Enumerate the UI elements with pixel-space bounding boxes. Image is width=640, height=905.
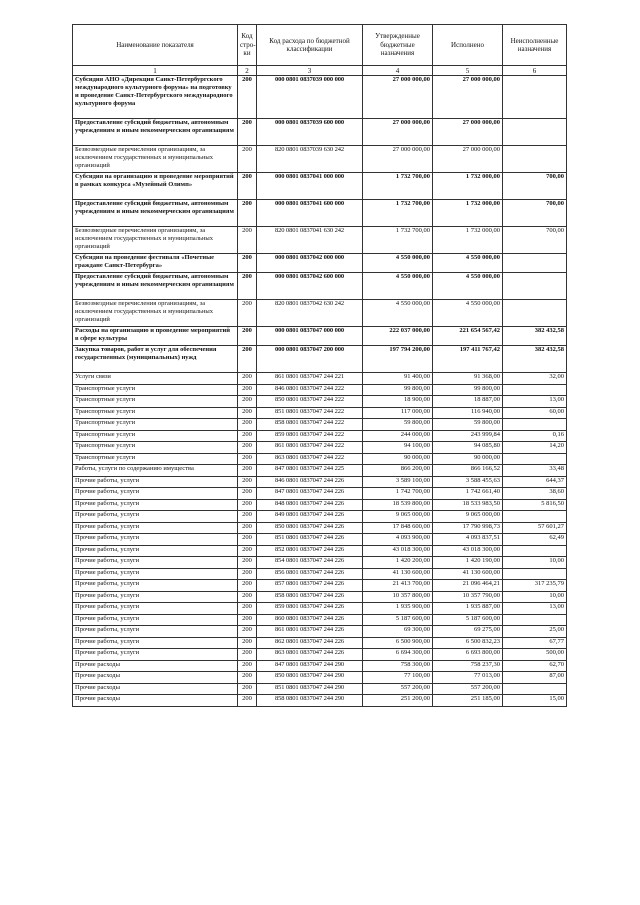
row-executed: 6 693 800,00 (433, 649, 503, 661)
column-number: 3 (257, 66, 363, 76)
row-executed: 91 368,00 (433, 373, 503, 385)
row-name: Безвозмездные перечисления организациям, за исключением государственных и муниципальных организаций (73, 146, 238, 173)
row-budget-code: 000 0801 0837047 000 000 (257, 327, 363, 346)
row-approved: 244 000,00 (363, 430, 433, 442)
row-unexecuted: 10,00 (503, 591, 567, 603)
table-row (73, 499, 567, 511)
row-budget-code: 850 0801 0837047 244 290 (257, 672, 363, 684)
row-unexecuted (503, 614, 567, 626)
row-code: 200 (238, 637, 257, 649)
table-row (73, 603, 567, 615)
column-number: 4 (363, 66, 433, 76)
row-code: 200 (238, 649, 257, 661)
row-approved: 6 694 300,00 (363, 649, 433, 661)
table-row (73, 300, 567, 327)
row-executed: 18 533 983,50 (433, 499, 503, 511)
table-row (73, 227, 567, 254)
row-executed: 557 200,00 (433, 683, 503, 695)
row-executed: 243 999,84 (433, 430, 503, 442)
row-name: Прочие работы, услуги (73, 637, 238, 649)
table-row (73, 649, 567, 661)
row-name: Прочие работы, услуги (73, 476, 238, 488)
table-row (73, 430, 567, 442)
row-approved: 91 400,00 (363, 373, 433, 385)
row-budget-code: 863 0801 0837047 244 226 (257, 649, 363, 661)
row-name: Прочие работы, услуги (73, 603, 238, 615)
row-executed: 866 166,52 (433, 465, 503, 477)
row-name: Субсидия АНО «Дирекция Санкт-Петербургского международного культурного форума» на подготовку и проведение Санкт-Петербургского международного культурного форума (73, 76, 238, 119)
row-name: Прочие расходы (73, 683, 238, 695)
row-name: Закупка товаров, работ и услуг для обеспечения государственных (муниципальных) нужд (73, 346, 238, 373)
row-name: Предоставление субсидий бюджетным, автономным учреждениям и иным некоммерческим организациям (73, 273, 238, 300)
row-unexecuted (503, 683, 567, 695)
row-budget-code: 857 0801 0837047 244 226 (257, 580, 363, 592)
table-row (73, 465, 567, 477)
row-budget-code: 859 0801 0837047 244 222 (257, 430, 363, 442)
header-row-code: Код стро-ки (238, 25, 257, 66)
row-approved: 9 065 000,00 (363, 511, 433, 523)
table-row (73, 254, 567, 273)
row-unexecuted (503, 254, 567, 273)
row-budget-code: 862 0801 0837047 244 226 (257, 637, 363, 649)
budget-execution-report (72, 24, 566, 707)
row-executed: 77 013,00 (433, 672, 503, 684)
row-code: 200 (238, 511, 257, 523)
row-unexecuted: 60,00 (503, 407, 567, 419)
table-row (73, 637, 567, 649)
row-code: 200 (238, 76, 257, 119)
row-executed: 4 550 000,00 (433, 254, 503, 273)
row-unexecuted: 382 432,58 (503, 346, 567, 373)
row-budget-code: 856 0801 0837047 244 226 (257, 568, 363, 580)
row-budget-code: 858 0801 0837047 244 226 (257, 591, 363, 603)
row-code: 200 (238, 453, 257, 465)
row-budget-code: 000 0801 0837041 000 000 (257, 173, 363, 200)
row-budget-code: 861 0801 0837047 244 226 (257, 626, 363, 638)
table-row (73, 384, 567, 396)
row-code: 200 (238, 327, 257, 346)
row-name: Прочие работы, услуги (73, 580, 238, 592)
row-unexecuted: 87,00 (503, 672, 567, 684)
column-number: 2 (238, 66, 257, 76)
row-budget-code: 848 0801 0837047 244 226 (257, 499, 363, 511)
table-row (73, 119, 567, 146)
row-code: 200 (238, 419, 257, 431)
row-budget-code: 846 0801 0837047 244 222 (257, 384, 363, 396)
row-approved: 43 018 300,00 (363, 545, 433, 557)
table-row (73, 442, 567, 454)
row-code: 200 (238, 254, 257, 273)
column-number: 6 (503, 66, 567, 76)
row-executed: 99 800,00 (433, 384, 503, 396)
row-executed: 17 790 998,73 (433, 522, 503, 534)
row-approved: 5 187 600,00 (363, 614, 433, 626)
row-unexecuted: 382 432,58 (503, 327, 567, 346)
row-unexecuted: 700,00 (503, 173, 567, 200)
row-code: 200 (238, 626, 257, 638)
row-executed: 116 940,00 (433, 407, 503, 419)
row-unexecuted: 13,00 (503, 603, 567, 615)
table-row (73, 488, 567, 500)
row-approved: 69 300,00 (363, 626, 433, 638)
row-code: 200 (238, 614, 257, 626)
row-executed: 27 000 000,00 (433, 146, 503, 173)
row-approved: 27 000 000,00 (363, 119, 433, 146)
row-budget-code: 850 0801 0837047 244 222 (257, 396, 363, 408)
header-row (73, 25, 567, 66)
row-approved: 59 800,00 (363, 419, 433, 431)
row-name: Прочие работы, услуги (73, 557, 238, 569)
table-row (73, 614, 567, 626)
row-code: 200 (238, 522, 257, 534)
row-approved: 1 420 200,00 (363, 557, 433, 569)
row-budget-code: 851 0801 0837047 244 226 (257, 534, 363, 546)
row-approved: 6 500 900,00 (363, 637, 433, 649)
row-code: 200 (238, 488, 257, 500)
row-name: Прочие расходы (73, 672, 238, 684)
row-name: Прочие работы, услуги (73, 614, 238, 626)
row-unexecuted: 5 816,50 (503, 499, 567, 511)
row-name: Прочие расходы (73, 660, 238, 672)
row-unexecuted (503, 384, 567, 396)
row-approved: 4 093 900,00 (363, 534, 433, 546)
row-name: Прочие работы, услуги (73, 568, 238, 580)
row-approved: 90 000,00 (363, 453, 433, 465)
header-approved: Утвержденные бюджетные назначения (363, 25, 433, 66)
row-budget-code: 820 0801 0837041 630 242 (257, 227, 363, 254)
table-row (73, 683, 567, 695)
row-budget-code: 847 0801 0837047 244 290 (257, 660, 363, 672)
row-code: 200 (238, 476, 257, 488)
row-code: 200 (238, 146, 257, 173)
table-row (73, 396, 567, 408)
row-unexecuted (503, 511, 567, 523)
row-approved: 17 848 600,00 (363, 522, 433, 534)
row-approved: 1 742 700,00 (363, 488, 433, 500)
row-budget-code: 858 0801 0837047 244 222 (257, 419, 363, 431)
row-approved: 1 732 700,00 (363, 200, 433, 227)
row-budget-code: 852 0801 0837047 244 226 (257, 545, 363, 557)
row-budget-code: 000 0801 0837047 200 000 (257, 346, 363, 373)
row-executed: 1 742 661,40 (433, 488, 503, 500)
row-executed: 1 732 000,00 (433, 227, 503, 254)
row-unexecuted (503, 545, 567, 557)
row-name: Транспортные услуги (73, 396, 238, 408)
row-executed: 27 000 000,00 (433, 119, 503, 146)
row-approved: 251 200,00 (363, 695, 433, 707)
row-executed: 6 500 832,23 (433, 637, 503, 649)
row-approved: 94 100,00 (363, 442, 433, 454)
table-row (73, 453, 567, 465)
row-unexecuted: 700,00 (503, 227, 567, 254)
row-name: Услуги связи (73, 373, 238, 385)
row-approved: 866 200,00 (363, 465, 433, 477)
row-approved: 4 550 000,00 (363, 254, 433, 273)
row-name: Субсидия на организацию и проведение мероприятий в рамках конкурса «Музейный Олимп» (73, 173, 238, 200)
row-unexecuted: 33,48 (503, 465, 567, 477)
table-row (73, 545, 567, 557)
row-unexecuted (503, 300, 567, 327)
row-executed: 1 420 190,00 (433, 557, 503, 569)
row-code: 200 (238, 591, 257, 603)
row-budget-code: 000 0801 0837042 000 000 (257, 254, 363, 273)
row-unexecuted: 62,70 (503, 660, 567, 672)
column-number-row (73, 66, 567, 76)
row-budget-code: 854 0801 0837047 244 226 (257, 557, 363, 569)
row-approved: 222 037 000,00 (363, 327, 433, 346)
row-unexecuted: 317 235,79 (503, 580, 567, 592)
row-code: 200 (238, 545, 257, 557)
row-unexecuted: 25,00 (503, 626, 567, 638)
row-unexecuted: 0,16 (503, 430, 567, 442)
row-unexecuted: 13,00 (503, 396, 567, 408)
table-row (73, 407, 567, 419)
row-executed: 221 654 567,42 (433, 327, 503, 346)
table-row (73, 660, 567, 672)
row-executed: 94 085,80 (433, 442, 503, 454)
row-code: 200 (238, 683, 257, 695)
row-budget-code: 851 0801 0837047 244 222 (257, 407, 363, 419)
row-unexecuted: 700,00 (503, 200, 567, 227)
table-row (73, 273, 567, 300)
row-name: Безвозмездные перечисления организациям, за исключением государственных и муниципальных организаций (73, 300, 238, 327)
table-body (73, 76, 567, 707)
row-approved: 758 300,00 (363, 660, 433, 672)
table-row (73, 591, 567, 603)
row-executed: 27 000 000,00 (433, 76, 503, 119)
row-name: Транспортные услуги (73, 442, 238, 454)
row-executed: 41 130 600,00 (433, 568, 503, 580)
row-budget-code: 000 0801 0837042 600 000 (257, 273, 363, 300)
row-approved: 10 357 800,00 (363, 591, 433, 603)
row-unexecuted (503, 119, 567, 146)
row-approved: 3 589 100,00 (363, 476, 433, 488)
table-row (73, 200, 567, 227)
row-code: 200 (238, 396, 257, 408)
row-code: 200 (238, 465, 257, 477)
row-unexecuted: 14,20 (503, 442, 567, 454)
row-unexecuted (503, 419, 567, 431)
row-executed: 4 093 837,51 (433, 534, 503, 546)
row-approved: 27 000 000,00 (363, 76, 433, 119)
row-approved: 1 732 700,00 (363, 227, 433, 254)
row-budget-code: 846 0801 0837047 244 226 (257, 476, 363, 488)
row-unexecuted (503, 76, 567, 119)
row-executed: 9 065 000,00 (433, 511, 503, 523)
row-budget-code: 861 0801 0837047 244 221 (257, 373, 363, 385)
table-row (73, 476, 567, 488)
row-code: 200 (238, 695, 257, 707)
row-code: 200 (238, 119, 257, 146)
row-unexecuted (503, 273, 567, 300)
row-code: 200 (238, 373, 257, 385)
row-name: Предоставление субсидий бюджетным, автономным учреждениям и иным некоммерческим организациям (73, 119, 238, 146)
row-approved: 117 000,00 (363, 407, 433, 419)
row-unexecuted (503, 568, 567, 580)
row-code: 200 (238, 300, 257, 327)
row-unexecuted: 38,60 (503, 488, 567, 500)
row-executed: 4 550 000,00 (433, 273, 503, 300)
row-name: Прочие работы, услуги (73, 545, 238, 557)
row-executed: 5 187 600,00 (433, 614, 503, 626)
row-unexecuted: 62,49 (503, 534, 567, 546)
row-name: Прочие работы, услуги (73, 488, 238, 500)
row-approved: 41 130 600,00 (363, 568, 433, 580)
row-executed: 197 411 767,42 (433, 346, 503, 373)
row-name: Прочие расходы (73, 695, 238, 707)
row-code: 200 (238, 227, 257, 254)
row-code: 200 (238, 603, 257, 615)
row-approved: 4 550 000,00 (363, 300, 433, 327)
header-unexecuted: Неисполненные назначения (503, 25, 567, 66)
table-row (73, 346, 567, 373)
row-code: 200 (238, 580, 257, 592)
row-name: Транспортные услуги (73, 384, 238, 396)
row-budget-code: 859 0801 0837047 244 226 (257, 603, 363, 615)
row-executed: 251 185,00 (433, 695, 503, 707)
row-name: Прочие работы, услуги (73, 511, 238, 523)
row-name: Расходы на организацию и проведение мероприятий в сфере культуры (73, 327, 238, 346)
row-code: 200 (238, 407, 257, 419)
row-executed: 3 588 455,63 (433, 476, 503, 488)
row-unexecuted: 644,37 (503, 476, 567, 488)
table-row (73, 511, 567, 523)
row-code: 200 (238, 430, 257, 442)
row-approved: 4 550 000,00 (363, 273, 433, 300)
row-code: 200 (238, 557, 257, 569)
row-name: Прочие работы, услуги (73, 534, 238, 546)
row-executed: 18 887,00 (433, 396, 503, 408)
row-approved: 197 794 200,00 (363, 346, 433, 373)
row-approved: 27 000 000,00 (363, 146, 433, 173)
row-name: Безвозмездные перечисления организациям, за исключением государственных и муниципальных организаций (73, 227, 238, 254)
row-approved: 21 413 700,00 (363, 580, 433, 592)
row-budget-code: 858 0801 0837047 244 290 (257, 695, 363, 707)
table-row (73, 146, 567, 173)
row-executed: 1 935 887,00 (433, 603, 503, 615)
row-name: Транспортные услуги (73, 453, 238, 465)
row-code: 200 (238, 346, 257, 373)
row-code: 200 (238, 173, 257, 200)
budget-table (72, 24, 567, 707)
table-row (73, 534, 567, 546)
table-row (73, 557, 567, 569)
row-budget-code: 849 0801 0837047 244 226 (257, 511, 363, 523)
table-row (73, 373, 567, 385)
row-budget-code: 000 0801 0837041 600 000 (257, 200, 363, 227)
table-row (73, 580, 567, 592)
row-executed: 10 357 790,00 (433, 591, 503, 603)
row-budget-code: 861 0801 0837047 244 222 (257, 442, 363, 454)
row-name: Транспортные услуги (73, 430, 238, 442)
row-executed: 21 096 464,21 (433, 580, 503, 592)
row-budget-code: 820 0801 0837039 630 242 (257, 146, 363, 173)
row-unexecuted: 57 601,27 (503, 522, 567, 534)
row-unexecuted: 32,00 (503, 373, 567, 385)
row-executed: 59 800,00 (433, 419, 503, 431)
row-code: 200 (238, 499, 257, 511)
row-name: Прочие работы, услуги (73, 591, 238, 603)
row-executed: 4 550 000,00 (433, 300, 503, 327)
table-row (73, 626, 567, 638)
table-row (73, 76, 567, 119)
row-budget-code: 847 0801 0837047 244 226 (257, 488, 363, 500)
row-code: 200 (238, 384, 257, 396)
table-row (73, 327, 567, 346)
row-executed: 1 732 000,00 (433, 173, 503, 200)
table-row (73, 672, 567, 684)
table-row (73, 568, 567, 580)
row-approved: 99 800,00 (363, 384, 433, 396)
row-executed: 43 018 300,00 (433, 545, 503, 557)
table-row (73, 419, 567, 431)
table-row (73, 695, 567, 707)
row-code: 200 (238, 672, 257, 684)
row-code: 200 (238, 200, 257, 227)
row-budget-code: 863 0801 0837047 244 222 (257, 453, 363, 465)
column-number: 5 (433, 66, 503, 76)
header-budget-code: Код расхода по бюджетной классификации (257, 25, 363, 66)
row-unexecuted: 67,77 (503, 637, 567, 649)
row-code: 200 (238, 442, 257, 454)
row-unexecuted: 15,00 (503, 695, 567, 707)
row-name: Прочие работы, услуги (73, 626, 238, 638)
row-name: Субсидия на проведение фестиваля «Почетные граждане Санкт-Петербурга» (73, 254, 238, 273)
table-row (73, 173, 567, 200)
table-row (73, 522, 567, 534)
row-code: 200 (238, 660, 257, 672)
header-name: Наименование показателя (73, 25, 238, 66)
row-budget-code: 847 0801 0837047 244 225 (257, 465, 363, 477)
row-approved: 77 100,00 (363, 672, 433, 684)
row-budget-code: 860 0801 0837047 244 226 (257, 614, 363, 626)
row-budget-code: 000 0801 0837039 600 000 (257, 119, 363, 146)
row-approved: 18 900,00 (363, 396, 433, 408)
row-name: Работы, услуги по содержанию имущества (73, 465, 238, 477)
row-unexecuted: 10,00 (503, 557, 567, 569)
row-approved: 18 539 800,00 (363, 499, 433, 511)
row-name: Транспортные услуги (73, 407, 238, 419)
row-unexecuted: 500,00 (503, 649, 567, 661)
row-name: Прочие работы, услуги (73, 522, 238, 534)
row-name: Прочие работы, услуги (73, 499, 238, 511)
row-unexecuted (503, 453, 567, 465)
row-unexecuted (503, 146, 567, 173)
row-code: 200 (238, 568, 257, 580)
row-code: 200 (238, 534, 257, 546)
row-code: 200 (238, 273, 257, 300)
row-budget-code: 000 0801 0837039 000 000 (257, 76, 363, 119)
row-approved: 557 200,00 (363, 683, 433, 695)
header-executed: Исполнено (433, 25, 503, 66)
row-approved: 1 935 900,00 (363, 603, 433, 615)
row-executed: 69 275,00 (433, 626, 503, 638)
row-budget-code: 820 0801 0837042 630 242 (257, 300, 363, 327)
row-name: Прочие работы, услуги (73, 649, 238, 661)
row-executed: 90 000,00 (433, 453, 503, 465)
row-budget-code: 851 0801 0837047 244 290 (257, 683, 363, 695)
row-name: Транспортные услуги (73, 419, 238, 431)
row-executed: 1 732 000,00 (433, 200, 503, 227)
row-executed: 758 237,30 (433, 660, 503, 672)
row-approved: 1 732 700,00 (363, 173, 433, 200)
row-name: Предоставление субсидий бюджетным, автономным учреждениям и иным некоммерческим организациям (73, 200, 238, 227)
column-number: 1 (73, 66, 238, 76)
row-budget-code: 850 0801 0837047 244 226 (257, 522, 363, 534)
